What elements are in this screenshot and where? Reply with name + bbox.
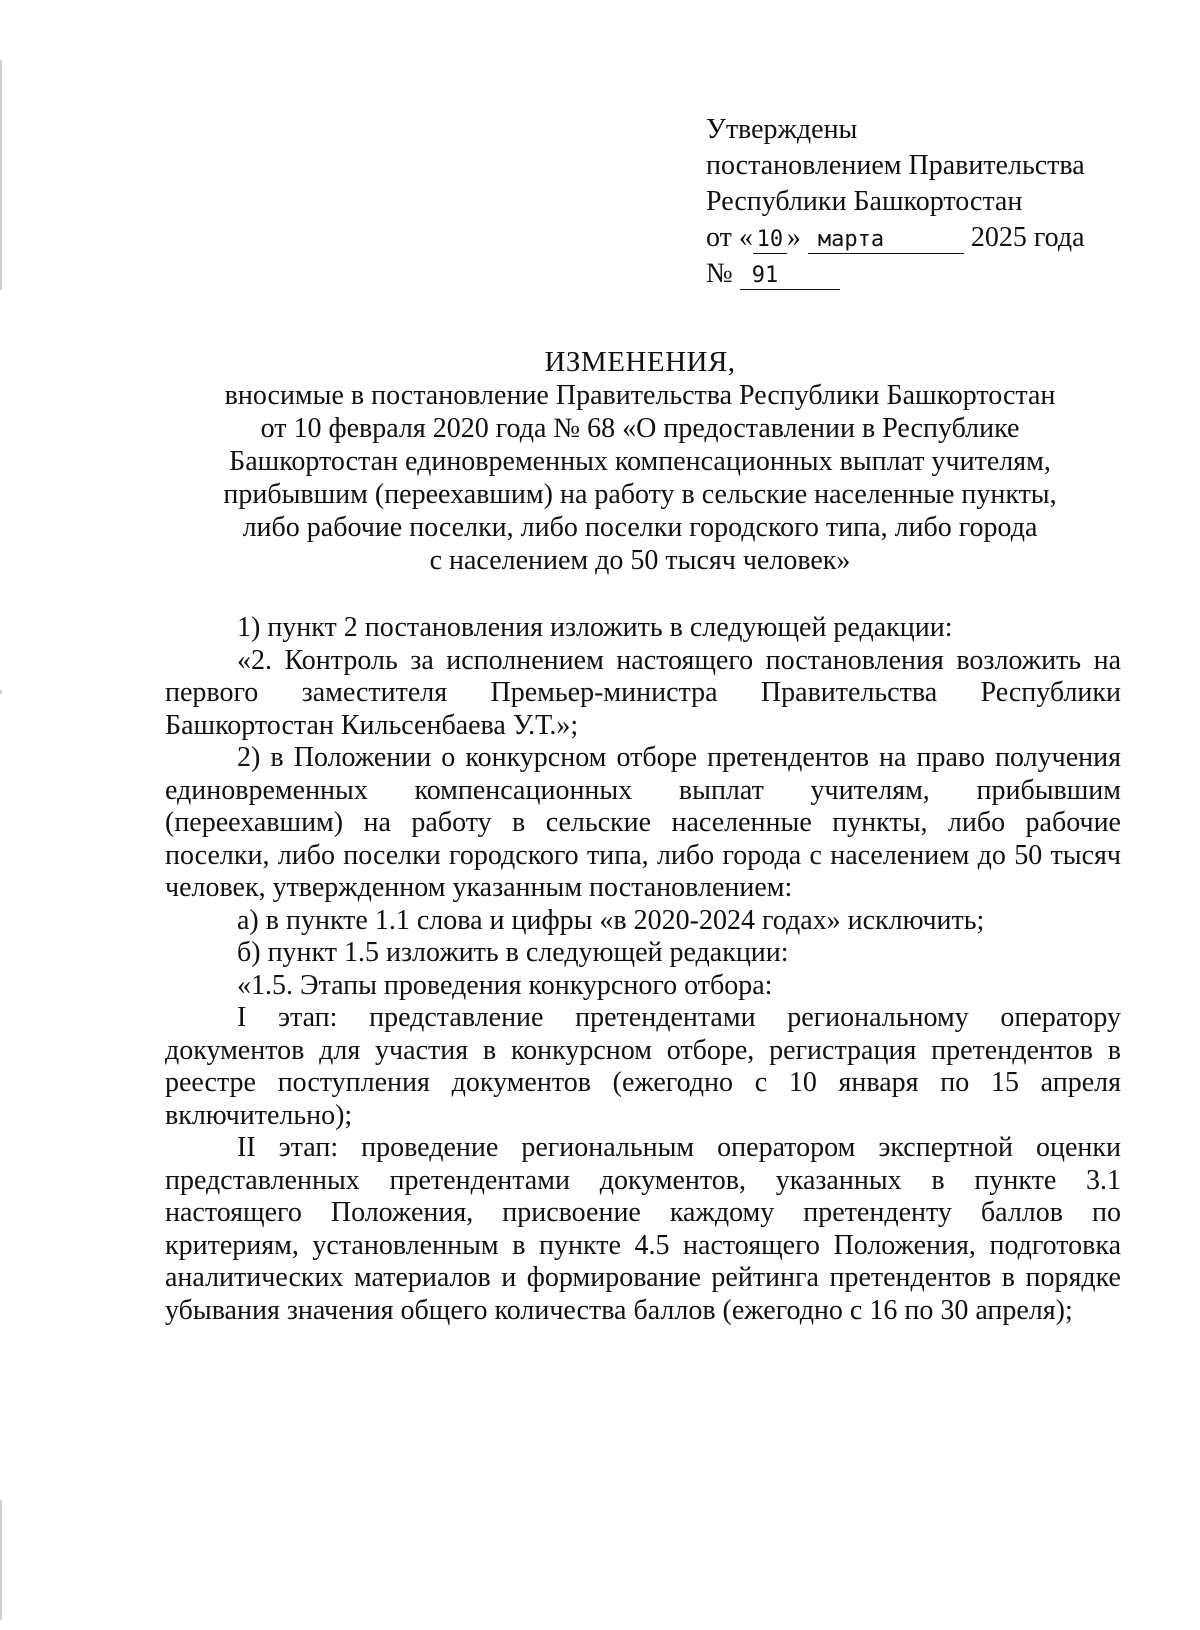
title-line: либо рабочие поселки, либо поселки городского типа, либо города: [242, 512, 1038, 543]
title-line: от 10 февраля 2020 года № 68 «О предоставлении в Республике: [260, 413, 1020, 444]
body-paragraph: «2. Контроль за исполнением настоящего постановления возложить на первого заместителя Премьер-министра Правительства Республики Башкортостан Кильсенбаева У.Т.»;: [165, 644, 1121, 741]
approval-line: постановлением Правительства: [706, 150, 1085, 181]
approval-stamp-block: [706, 112, 1146, 292]
approval-line: Республики Башкортостан: [706, 186, 1023, 217]
approval-line: Утверждены: [706, 114, 858, 145]
title-line: прибывшим (переехавшим) на работу в сельские населенные пункты,: [223, 479, 1057, 510]
date-year: 2025 года: [970, 222, 1085, 253]
date-month: марта: [808, 227, 964, 254]
body-paragraph: 2) в Положении о конкурсном отборе претендентов на право получения единовременных компенсационных выплат учителям, прибывшим (переехавшим) на работу в сельские населенные пункты, либо рабочие поселки, либо поселки городского типа, либо города с населением до 50 тысяч человек, утвержденном указанным постановлением:: [165, 742, 1121, 903]
document-number: 91: [740, 263, 840, 290]
title-line: Башкортостан единовременных компенсационных выплат учителям,: [229, 446, 1051, 477]
body-paragraph: «1.5. Этапы проведения конкурсного отбора:: [237, 969, 773, 1001]
approval-number-line: [706, 256, 1146, 292]
date-prefix: от «: [706, 222, 753, 253]
title-line: вносимые в постановление Правительства Республики Башкортостан: [224, 380, 1056, 411]
body-paragraph: I этап: представление претендентами региональному оператору документов для участия в конкурсном отборе, регистрация претендентов в реестре поступления документов (ежегодно с 10 января по 15 апреля включительно);: [165, 1002, 1121, 1131]
approval-date-line: [706, 220, 1146, 256]
body-paragraph: II этап: проведение региональным оператором экспертной оценки представленных претендентами документов, указанных в пункте 3.1 настоящего Положения, присвоение каждому претенденту баллов по критериям, установленным в пункте 4.5 настоящего Положения, подготовка аналитических материалов и формирование рейтинга претендентов в порядке убывания значения общего количества баллов (ежегодно с 16 по 30 апреля);: [165, 1132, 1121, 1326]
scan-edge-mark: [0, 1500, 2, 1620]
document-body: [165, 612, 1121, 1327]
date-day: 10: [753, 227, 787, 254]
title-line: с населением до 50 тысяч человек»: [429, 545, 851, 576]
date-mid: »: [786, 222, 801, 253]
document-title: [160, 346, 1120, 577]
body-paragraph: а) в пункте 1.1 слова и цифры «в 2020-2024 годах» исключить;: [237, 904, 985, 936]
scan-edge-mark: [0, 690, 2, 694]
title-heading: ИЗМЕНЕНИЯ,: [544, 346, 736, 378]
body-paragraph: 1) пункт 2 постановления изложить в следующей редакции:: [237, 612, 953, 643]
scan-edge-mark: [0, 60, 2, 290]
body-paragraph: б) пункт 1.5 изложить в следующей редакции:: [237, 937, 789, 968]
number-label: №: [706, 258, 733, 289]
